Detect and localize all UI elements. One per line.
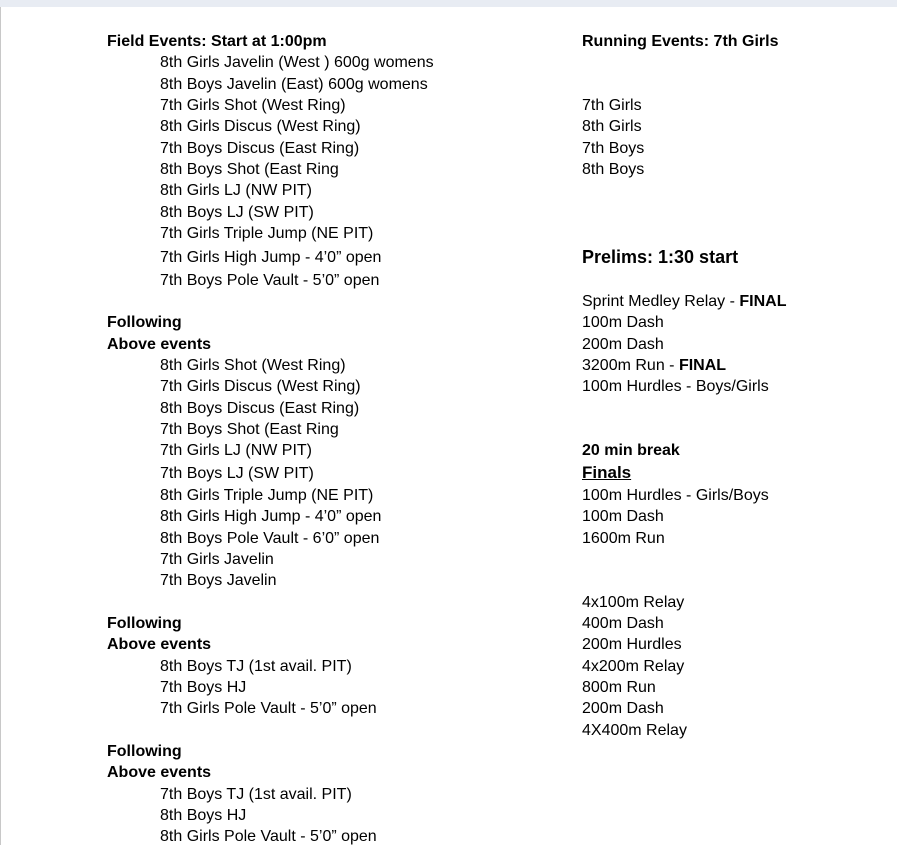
prelim-item: 100m Dash: [582, 314, 664, 331]
division-item: 7th Boys: [582, 140, 645, 157]
final-item: 4x100m Relay: [582, 594, 685, 611]
division-item: 7th Girls: [582, 97, 642, 114]
final-tag: FINAL: [739, 293, 787, 310]
event-item: 8th Boys Shot (East Ring: [160, 161, 339, 178]
event-item: 8th Boys Javelin (East) 600g womens: [160, 76, 428, 93]
event-item: 8th Boys TJ (1st avail. PIT): [160, 658, 352, 675]
prelim-name: Sprint Medley Relay -: [582, 293, 740, 310]
event-item: 7th Boys LJ (SW PIT): [160, 465, 314, 482]
event-item: 7th Girls LJ (NW PIT): [160, 442, 313, 459]
finals-heading: Finals: [582, 463, 632, 482]
final-tag: FINAL: [678, 357, 727, 374]
event-item: 7th Girls Triple Jump (NE PIT): [160, 225, 374, 242]
event-item: 7th Boys Discus (East Ring): [160, 140, 360, 157]
event-item: 7th Boys HJ: [160, 679, 247, 696]
prelim-item: 200m Dash: [582, 336, 664, 353]
event-item: 8th Girls Pole Vault - 5’0” open: [160, 828, 377, 845]
final-item: 100m Dash: [582, 508, 664, 525]
event-item: 7th Boys TJ (1st avail. PIT): [160, 786, 352, 803]
above-events-label: Above events: [107, 764, 212, 781]
event-item: 7th Girls Pole Vault - 5’0” open: [160, 700, 377, 717]
running-events-heading: Running Events: 7th Girls: [582, 33, 779, 50]
event-item: 8th Girls Discus (West Ring): [160, 118, 361, 135]
event-item: 7th Boys Shot (East Ring: [160, 421, 339, 438]
final-item: 100m Hurdles - Girls/Boys: [582, 487, 769, 504]
final-item: 800m Run: [582, 679, 656, 696]
prelims-heading: Prelims: 1:30 start: [582, 247, 739, 267]
following-label: Following: [107, 743, 182, 760]
event-item: 8th Girls Javelin (West ) 600g womens: [160, 54, 434, 71]
final-item: 4x200m Relay: [582, 658, 685, 675]
event-item: 8th Girls Triple Jump (NE PIT): [160, 487, 374, 504]
event-item: 7th Girls Shot (West Ring): [160, 97, 346, 114]
event-item: 8th Girls Shot (West Ring): [160, 357, 346, 374]
event-item: 8th Girls High Jump - 4’0” open: [160, 508, 382, 525]
page-edge: [0, 7, 1, 845]
break-label: 20 min break: [582, 442, 680, 459]
field-events-heading: Field Events: Start at 1:00pm: [107, 33, 327, 50]
prelim-item: 100m Hurdles - Boys/Girls: [582, 378, 769, 395]
event-item: 8th Boys Discus (East Ring): [160, 400, 360, 417]
final-item: 200m Dash: [582, 700, 664, 717]
above-events-label: Above events: [107, 336, 212, 353]
prelim-item: [582, 293, 787, 311]
event-item: 8th Boys HJ: [160, 807, 247, 824]
final-item: 200m Hurdles: [582, 636, 682, 653]
final-item: 400m Dash: [582, 615, 664, 632]
following-label: Following: [107, 615, 182, 632]
event-item: 7th Girls Discus (West Ring): [160, 378, 361, 395]
event-item: 7th Boys Pole Vault - 5’0” open: [160, 272, 380, 289]
prelim-item: [582, 357, 726, 375]
above-events-label: Above events: [107, 636, 212, 653]
top-bar: [0, 0, 897, 7]
division-item: 8th Girls: [582, 118, 642, 135]
division-item: 8th Boys: [582, 161, 645, 178]
final-item: 4X400m Relay: [582, 722, 687, 739]
event-item: 7th Girls Javelin: [160, 551, 274, 568]
event-item: 8th Boys LJ (SW PIT): [160, 204, 314, 221]
event-item: 8th Boys Pole Vault - 6’0” open: [160, 530, 380, 547]
final-item: 1600m Run: [582, 530, 665, 547]
event-item: 7th Boys Javelin: [160, 572, 277, 589]
event-item: 7th Girls High Jump - 4’0” open: [160, 249, 382, 266]
event-item: 8th Girls LJ (NW PIT): [160, 182, 313, 199]
prelim-name: 3200m Run -: [582, 357, 679, 374]
following-label: Following: [107, 314, 182, 331]
